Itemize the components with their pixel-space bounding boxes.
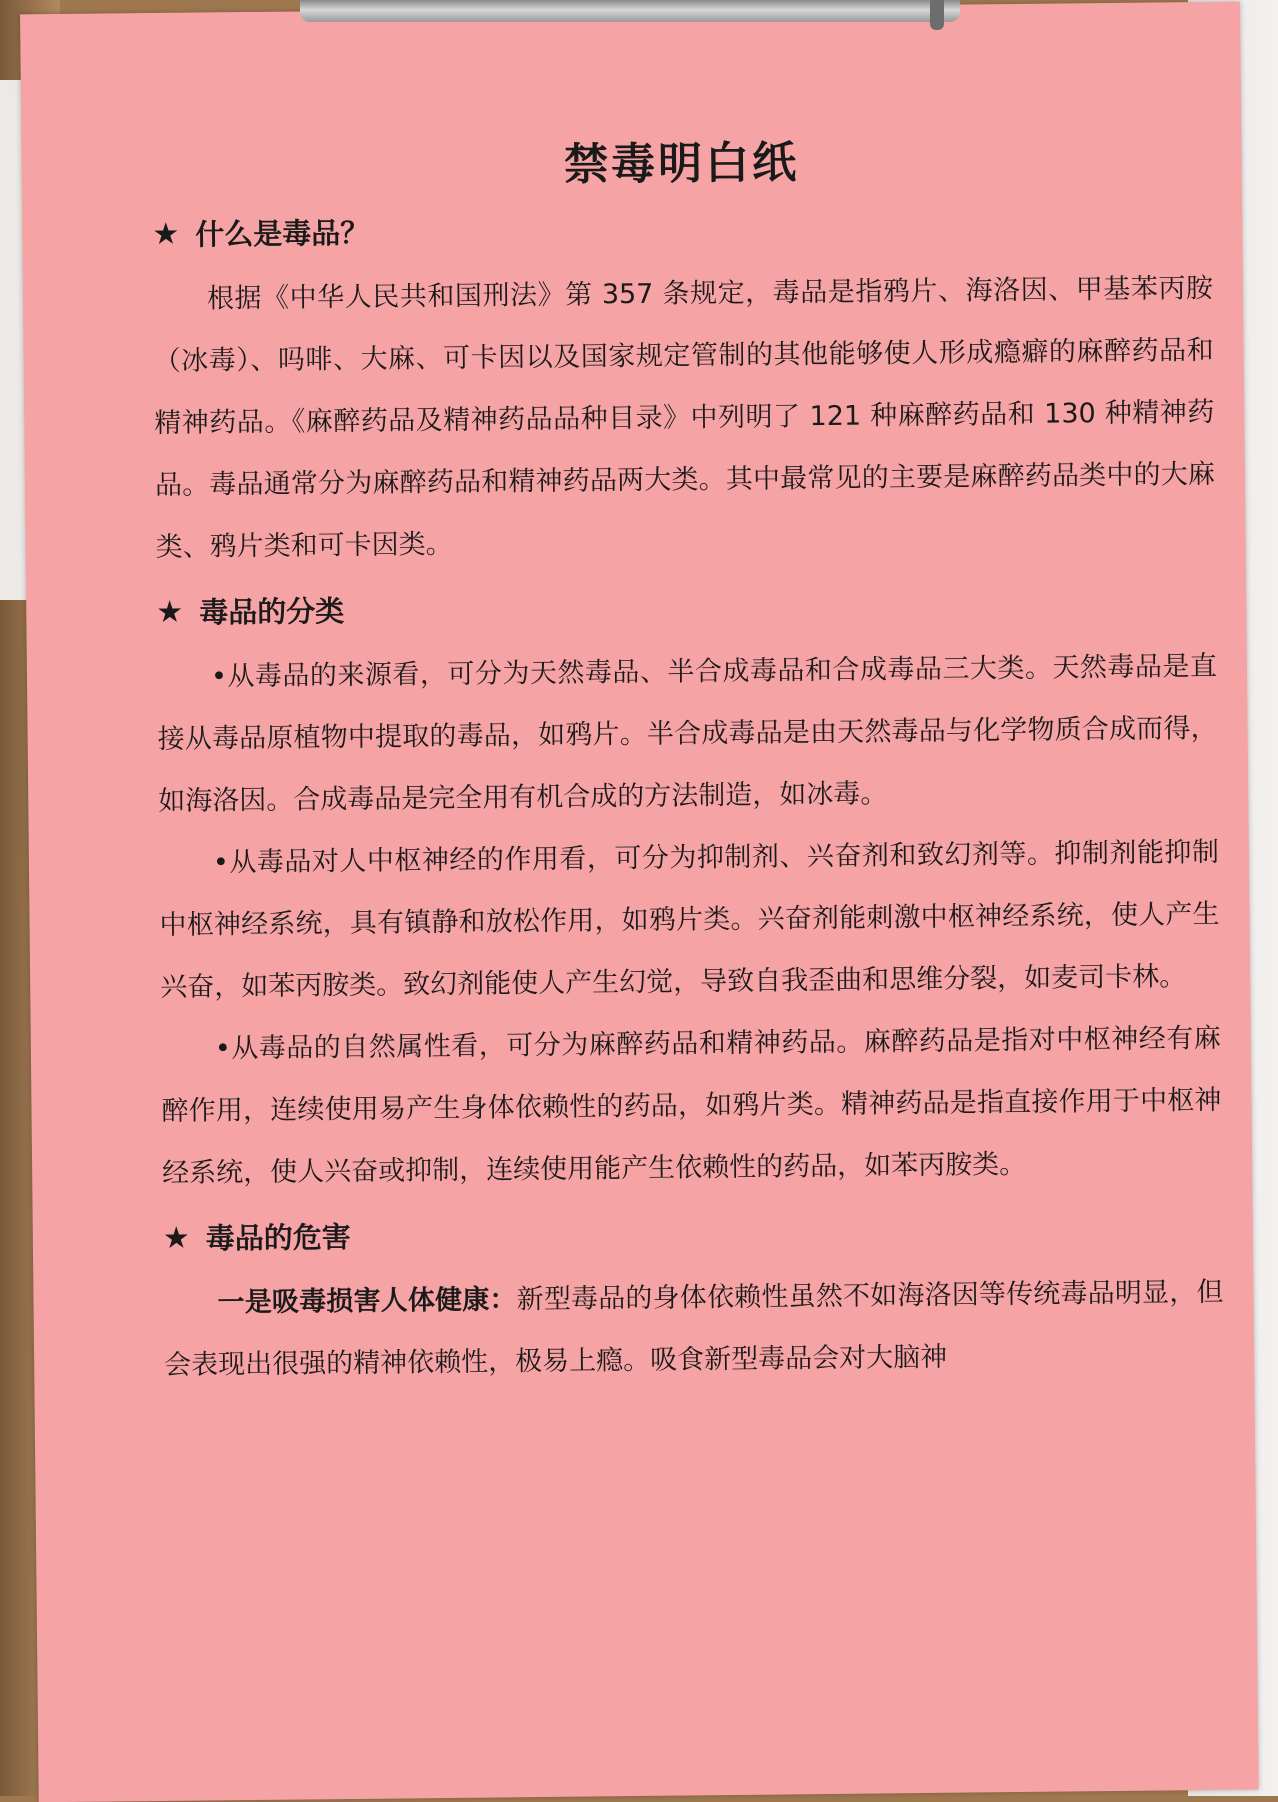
harm-lead: 一是吸毒损害人体健康： (217, 1284, 517, 1319)
section-heading-classification (156, 578, 1216, 637)
section-heading-text: 毒品的分类 (199, 594, 345, 630)
section-heading-text: 什么是毒品？ (195, 215, 370, 252)
star-icon: ★ (152, 216, 180, 253)
harm-text: 新型毒品的身体依赖性虽然不如海洛因等传统毒品明显，但会表现出很强的精神依赖性，极易上瘾。吸食新型毒品会对大脑神 (164, 1276, 1224, 1381)
paragraph-by-source: •从毒品的来源看，可分为天然毒品、半合成毒品和合成毒品三大类。天然毒品是直接从毒品原植物中提取的毒品，如鸦片。半合成毒品是由天然毒品与化学物质合成而得，如海洛因。合成毒品是完全用有机合成的方法制造，如冰毒。 (157, 650, 1218, 817)
paragraph-harm-health (163, 1262, 1224, 1397)
pink-flyer (20, 2, 1259, 1802)
paragraph-definition: 根据《中华人民共和国刑法》第 357 条规定，毒品是指鸦片、海洛因、甲基苯丙胺（冰毒）、吗啡、大麻、可卡因以及国家规定管制的其他能够使人形成瘾癖的麻醉药品和精神药品。《麻醉药品及精神药品品种目录》中列明了 121 种麻醉药品和 130 种精神药品。毒品通常分为麻醉药品和精神药品两大类。其中最常见的主要是麻醉药品类中的大麻类、鸦片类和可卡因类。 (153, 272, 1216, 563)
section-heading-what-is-drug (152, 200, 1212, 259)
document-title: 禁毒明白纸 (563, 137, 800, 191)
paragraph-by-nature: •从毒品的自然属性看，可分为麻醉药品和精神药品。麻醉药品是指对中枢神经有麻醉作用，连续使用易产生身体依赖性的药品，如鸦片类。精神药品是指直接作用于中枢神经系统，使人兴奋或抑制，连续使用能产生依赖性的药品，如苯丙胺类。 (161, 1022, 1222, 1189)
flyer-content (151, 122, 1224, 1397)
clipboard-clip (300, 0, 960, 22)
star-icon: ★ (156, 594, 184, 630)
section-heading-text: 毒品的危害 (205, 1219, 351, 1256)
section-heading-harm (163, 1204, 1223, 1263)
clip-hinge (930, 0, 944, 30)
star-icon: ★ (162, 1220, 190, 1256)
paragraph-by-effect: •从毒品对人中枢神经的作用看，可分为抑制剂、兴奋剂和致幻剂等。抑制剂能抑制中枢神经系统，具有镇静和放松作用，如鸦片类。兴奋剂能刺激中枢神经系统，使人产生兴奋，如苯丙胺类。致幻剂能使人产生幻觉，导致自我歪曲和思维分裂，如麦司卡林。 (159, 836, 1220, 1003)
